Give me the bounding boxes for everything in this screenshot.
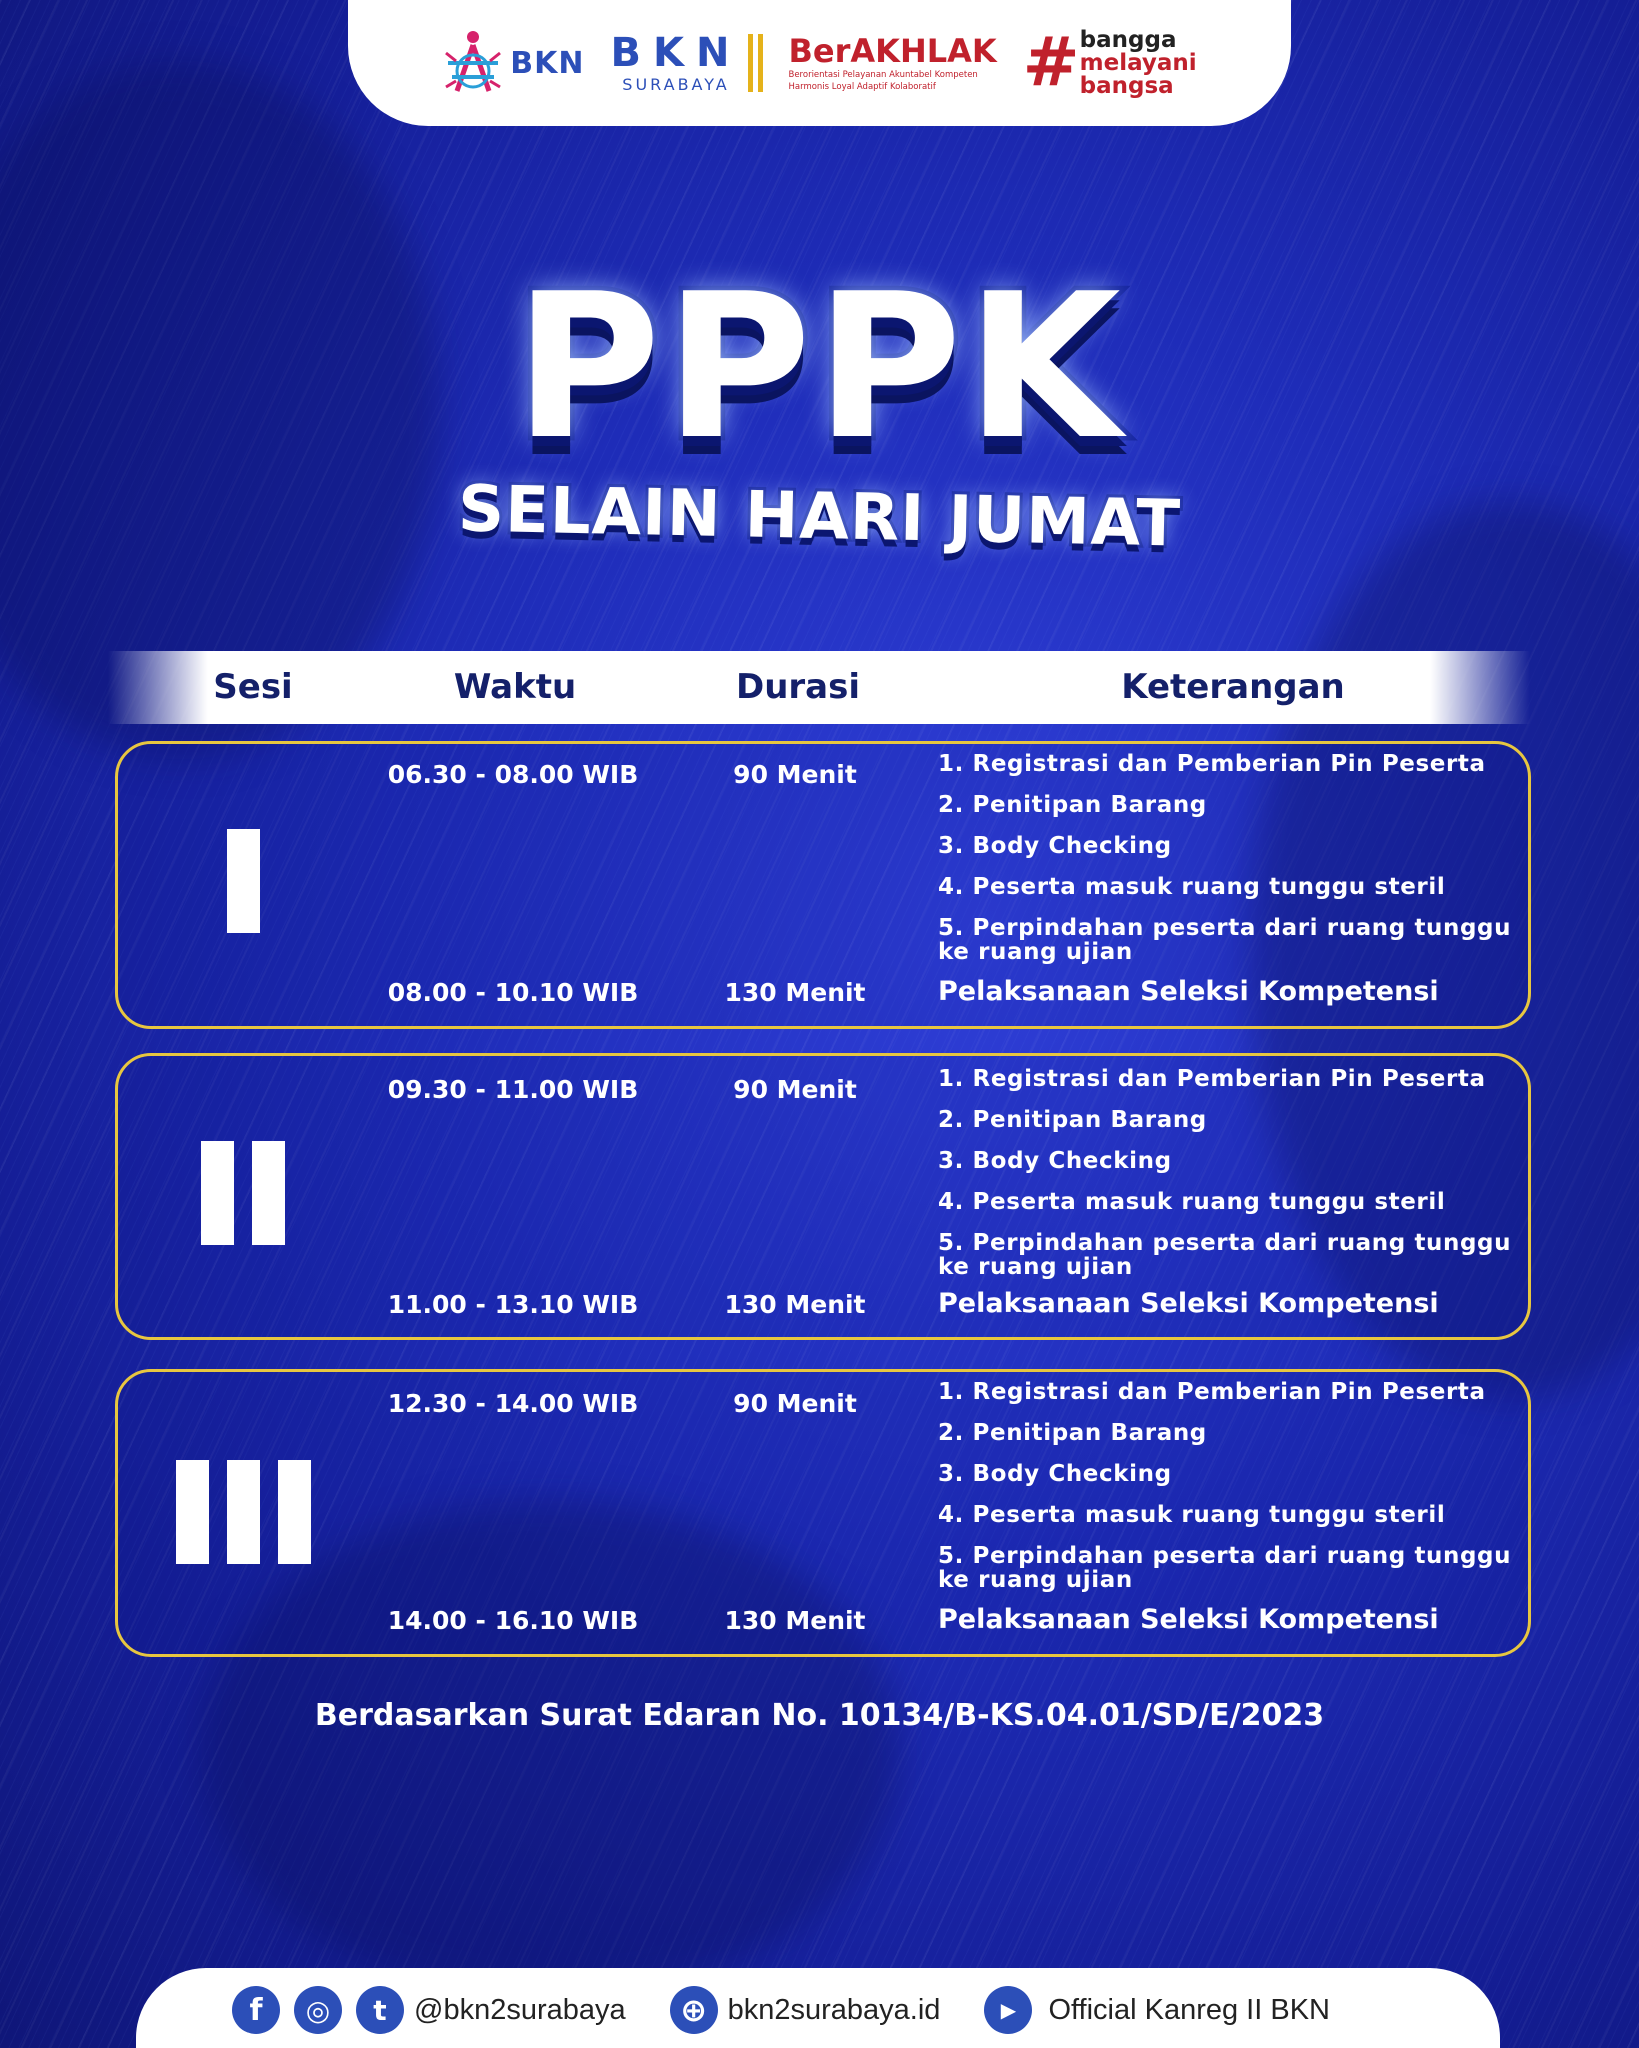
time-registration: 06.30 - 08.00 WIB: [387, 760, 639, 789]
step-item: 1. Registrasi dan Pemberian Pin Peserta: [938, 751, 1486, 777]
time-registration: 09.30 - 11.00 WIB: [387, 1075, 639, 1104]
website-link[interactable]: bkn2surabaya.id: [727, 1994, 941, 2026]
step-item: 5. Perpindahan peserta dari ruang tunggu ke ruang ujian: [938, 1543, 1512, 1593]
bangga-line2: melayani: [1079, 49, 1197, 76]
session-card-2: [115, 1053, 1531, 1340]
step-item: 3. Body Checking: [938, 1148, 1172, 1174]
session-numeral-2: [163, 1141, 323, 1245]
time-registration: 12.30 - 14.00 WIB: [387, 1389, 639, 1418]
step-item: 4. Peserta masuk ruang tunggu steril: [938, 1189, 1446, 1215]
steps-list: [938, 744, 1523, 964]
bkn-surabaya-main: BKN: [610, 30, 742, 76]
hash-symbol: #: [1022, 23, 1080, 102]
berakhlak-word: BerAKHLAK: [788, 31, 997, 70]
gold-divider: [758, 34, 763, 92]
header-waktu: Waktu: [453, 667, 577, 707]
berakhlak-line2: Harmonis Loyal Adaptif Kolaboratif: [788, 82, 936, 92]
step-item: 2. Penitipan Barang: [938, 1420, 1207, 1446]
exam-label: Pelaksanaan Seleksi Kompetensi: [938, 976, 1439, 1007]
bkn-surabaya-logo: [610, 30, 763, 94]
duration-exam: 130 Menit: [724, 1606, 866, 1635]
step-item: 1. Registrasi dan Pemberian Pin Peserta: [938, 1066, 1486, 1092]
globe-icon[interactable]: ⊕: [670, 1986, 718, 2034]
numeral-bar: [252, 1141, 285, 1245]
numeral-bar: [176, 1460, 209, 1564]
step-item: 2. Penitipan Barang: [938, 792, 1207, 818]
social-handle[interactable]: @bkn2surabaya: [414, 1994, 626, 2026]
numeral-bar: [278, 1460, 311, 1564]
time-exam: 14.00 - 16.10 WIB: [387, 1606, 639, 1635]
footer-contacts: [136, 1968, 1500, 2048]
session-numeral-3: [148, 1460, 338, 1564]
time-exam: 11.00 - 13.10 WIB: [387, 1290, 639, 1319]
numeral-bar: [227, 1460, 260, 1564]
bkn-surabaya-sub: SURABAYA: [622, 75, 730, 94]
session-card-1: [115, 741, 1531, 1029]
bangga-line1: bangga: [1079, 26, 1177, 53]
duration-registration: 90 Menit: [733, 1389, 857, 1418]
header-sesi: Sesi: [213, 667, 293, 707]
title-sub: SELAIN HARI JUMAT: [457, 472, 1182, 562]
bkn-emblem-icon: [442, 27, 504, 99]
steps-list: [938, 1372, 1523, 1592]
step-item: 4. Peserta masuk ruang tunggu steril: [938, 874, 1446, 900]
berakhlak-line1: Berorientasi Pelayanan Akuntabel Kompeten: [788, 69, 978, 80]
step-item: 1. Registrasi dan Pemberian Pin Peserta: [938, 1379, 1486, 1405]
instagram-icon[interactable]: ◎: [294, 1986, 342, 2034]
duration-exam: 130 Menit: [724, 1290, 866, 1319]
step-item: 5. Perpindahan peserta dari ruang tunggu ke ruang ujian: [938, 1230, 1512, 1280]
exam-label: Pelaksanaan Seleksi Kompetensi: [938, 1288, 1439, 1319]
twitter-icon[interactable]: t: [356, 1986, 404, 2034]
gold-divider: [748, 34, 753, 92]
bkn-logo-text: BKN: [510, 45, 585, 81]
session-card-3: [115, 1369, 1531, 1657]
table-header: [108, 651, 1530, 724]
duration-registration: 90 Menit: [733, 1075, 857, 1104]
footnote-reference: Berdasarkan Surat Edaran No. 10134/B-KS.04.01/SD/E/2023: [314, 1698, 1325, 1733]
session-numeral-1: [178, 829, 308, 933]
steps-list: [938, 1059, 1523, 1279]
bangga-melayani-logo: [1022, 23, 1197, 102]
berakhlak-logo: [788, 31, 997, 92]
header-durasi: Durasi: [735, 667, 861, 707]
step-item: 2. Penitipan Barang: [938, 1107, 1207, 1133]
bangga-line3: bangsa: [1079, 72, 1174, 99]
step-item: 4. Peserta masuk ruang tunggu steril: [938, 1502, 1446, 1528]
facebook-icon[interactable]: f: [232, 1986, 280, 2034]
numeral-bar: [201, 1141, 234, 1245]
bkn-logo: [442, 27, 584, 99]
youtube-icon[interactable]: ▶: [984, 1986, 1032, 2034]
duration-registration: 90 Menit: [733, 760, 857, 789]
step-item: 5. Perpindahan peserta dari ruang tunggu ke ruang ujian: [938, 915, 1512, 965]
step-item: 3. Body Checking: [938, 833, 1172, 859]
step-item: 3. Body Checking: [938, 1461, 1172, 1487]
numeral-bar: [227, 829, 260, 933]
header-logos: [348, 0, 1291, 126]
time-exam: 08.00 - 10.10 WIB: [387, 978, 639, 1007]
exam-label: Pelaksanaan Seleksi Kompetensi: [938, 1604, 1439, 1635]
header-keterangan: Keterangan: [1121, 667, 1345, 707]
youtube-channel[interactable]: Official Kanreg II BKN: [1048, 1994, 1330, 2026]
title-main: PPPK: [514, 251, 1125, 484]
duration-exam: 130 Menit: [724, 978, 866, 1007]
